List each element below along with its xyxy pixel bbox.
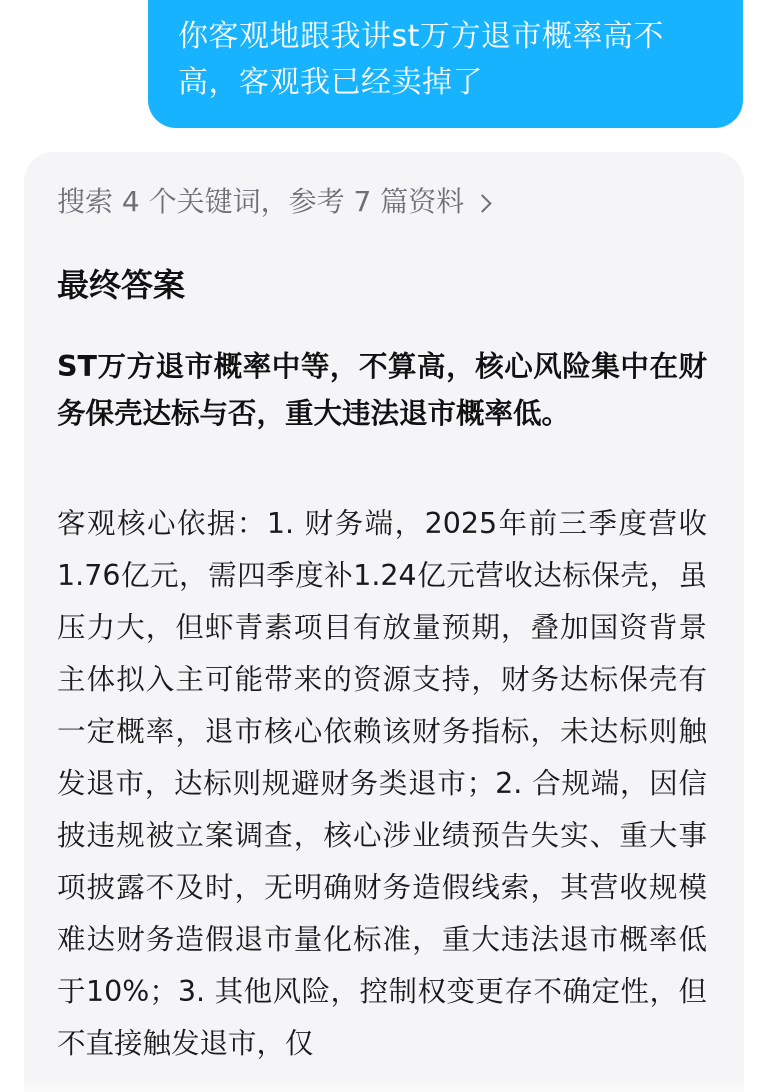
answer-body-text: 客观核心依据：1. 财务端，2025年前三季度营收1.76亿元，需四季度补1.24亿元营收达标保壳，虽压力大，但虾青素项目有放量预期，叠加国资背景主体拟入主可能带来的资源支持，财务达标保壳有一定概率，退市核心依赖该财务指标，未达标则触发退市，达标则规避财务类退市；2. 合规端，因信披违规被立案调查，核心涉业绩预告失实、重大事项披露不及时，无明确财务造假线索，其营收规模难达财务造假退市量化标准，重大违法退市概率低于10%；3. 其他风险，控制权变更存不确定性，但不直接触发退市，仅: [57, 507, 707, 1060]
search-summary-text: 搜索 4 个关键词，参考 7 篇资料: [57, 185, 465, 218]
answer-conclusion: ST万方退市概率中等，不算高，核心风险集中在财务保壳达标与否，重大违法退市概率低。: [57, 350, 707, 430]
user-message-bubble[interactable]: [148, 0, 743, 128]
answer-section-title: 最终答案: [57, 266, 186, 304]
bottom-fade: [0, 1078, 768, 1092]
search-references-toggle[interactable]: [57, 182, 489, 222]
chevron-right-icon: [474, 194, 492, 212]
assistant-answer-card: [24, 152, 744, 1092]
user-message-text: 你客观地跟我讲st万方退市概率高不高，客观我已经卖掉了: [178, 19, 664, 100]
